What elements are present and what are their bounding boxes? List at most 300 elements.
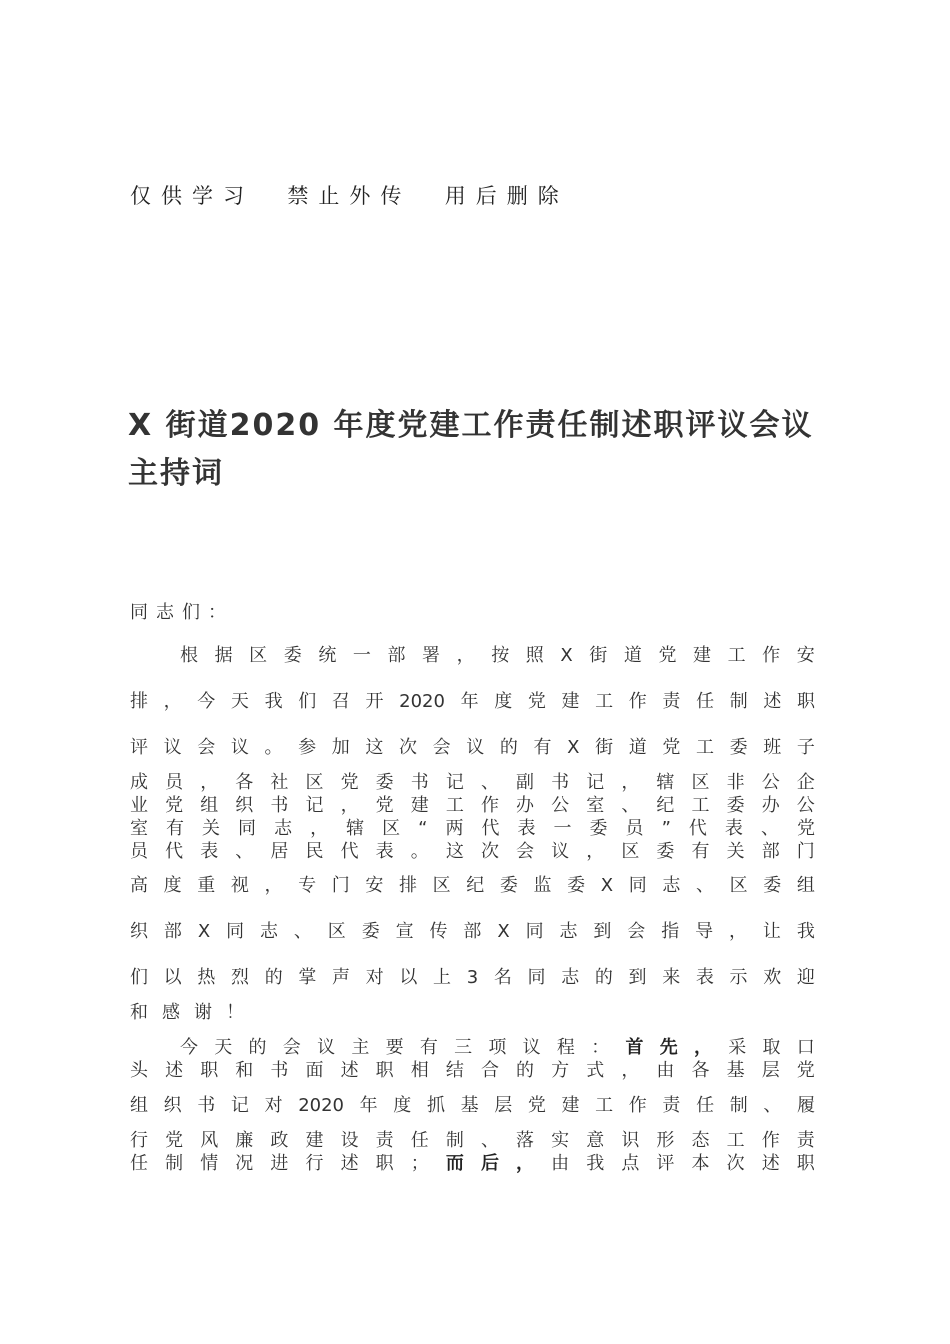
text-glyph: 召 (331, 691, 350, 712)
text-glyph: 年 (359, 1095, 378, 1116)
text-glyph: 相 (410, 1060, 429, 1081)
text-glyph: 书 (551, 772, 570, 793)
text-glyph: 风 (200, 1130, 219, 1151)
text-glyph: 行 (130, 1130, 148, 1151)
text-glyph: 议 (317, 1037, 336, 1058)
text-glyph: 责 (662, 691, 681, 712)
text-glyph: 有 (691, 841, 710, 862)
text-glyph: 职 (796, 1153, 815, 1174)
text-glyph: 织 (163, 1095, 182, 1116)
text-glyph: 辖 (346, 818, 365, 839)
text-glyph: 同 (527, 967, 546, 988)
text-glyph: 工 (445, 795, 464, 816)
text-glyph: 制 (445, 1130, 464, 1151)
text-glyph: 评 (656, 1153, 675, 1174)
text-glyph: 业 (130, 795, 148, 816)
text-glyph: 和 (235, 1060, 254, 1081)
text-glyph: 采 (728, 1037, 747, 1058)
text-glyph: 况 (235, 1153, 254, 1174)
text-glyph: 建 (561, 691, 580, 712)
text-glyph: 声 (332, 967, 351, 988)
text-glyph: 关 (202, 818, 221, 839)
text-glyph: 这 (365, 737, 384, 758)
text-glyph: 2020 (298, 1095, 345, 1116)
text-glyph: 设 (340, 1130, 359, 1151)
text-glyph: 来 (662, 967, 681, 988)
text-glyph: 党 (658, 645, 677, 666)
para1-line-8 (130, 874, 815, 898)
text-glyph: 首 (625, 1037, 644, 1058)
text-glyph: 指 (661, 921, 680, 942)
text-glyph: ， (693, 1037, 712, 1058)
text-glyph: 记 (230, 1095, 249, 1116)
text-glyph: 形 (656, 1130, 675, 1151)
text-glyph: 职 (375, 1153, 394, 1174)
text-glyph: 的 (264, 967, 283, 988)
text-glyph: 有 (166, 818, 185, 839)
text-glyph: 三 (454, 1037, 473, 1058)
text-glyph: 3 (466, 967, 479, 988)
text-glyph: 各 (235, 772, 254, 793)
text-glyph: 公 (796, 795, 815, 816)
text-glyph: 取 (762, 1037, 781, 1058)
text-glyph: 同 (238, 818, 257, 839)
text-glyph: 头 (130, 1060, 148, 1081)
text-glyph: 办 (516, 795, 535, 816)
text-glyph: 道 (623, 645, 642, 666)
text-glyph: 以 (163, 967, 182, 988)
text-glyph: “ (418, 818, 428, 839)
text-glyph: 排 (399, 875, 417, 896)
text-glyph: 参 (298, 737, 317, 758)
text-glyph: 据 (214, 645, 233, 666)
text-glyph: 、 (480, 1130, 499, 1151)
text-glyph: 到 (593, 921, 612, 942)
para1-line-11: 和感谢！ (130, 1002, 258, 1023)
text-glyph: 度 (163, 875, 182, 896)
text-glyph: 示 (729, 967, 748, 988)
text-glyph: 面 (305, 1060, 324, 1081)
text-glyph: 建 (410, 795, 429, 816)
text-glyph: 区 (621, 841, 640, 862)
text-glyph: 任 (130, 1153, 148, 1174)
text-glyph: 署 (422, 645, 441, 666)
text-glyph: 名 (493, 967, 512, 988)
para1-line-9 (130, 920, 815, 944)
text-glyph: 天 (214, 1037, 233, 1058)
para1-line-10 (130, 966, 815, 990)
text-glyph: 作 (628, 691, 647, 712)
text-glyph: 员 (165, 772, 184, 793)
text-glyph: 、 (695, 875, 714, 896)
text-glyph: 委 (726, 795, 745, 816)
text-glyph: 到 (628, 967, 647, 988)
text-glyph: 传 (429, 921, 448, 942)
text-glyph: 度 (393, 1095, 412, 1116)
text-glyph: 2020 (399, 691, 445, 712)
text-glyph: 高 (130, 875, 148, 896)
text-glyph: 制 (165, 1153, 184, 1174)
text-glyph: 工 (727, 645, 746, 666)
text-glyph: 委 (499, 875, 518, 896)
text-glyph: 合 (480, 1060, 499, 1081)
text-glyph: 结 (445, 1060, 464, 1081)
text-glyph: 由 (656, 1060, 675, 1081)
text-glyph: 次 (480, 841, 499, 862)
text-glyph: 成 (130, 772, 148, 793)
text-glyph: 加 (331, 737, 350, 758)
text-glyph: 年 (460, 691, 479, 712)
text-glyph: 会 (627, 921, 646, 942)
text-glyph: 工 (595, 691, 614, 712)
para2-line-5 (130, 1152, 815, 1176)
text-glyph: 情 (200, 1153, 219, 1174)
text-glyph: 作 (480, 795, 499, 816)
text-glyph: 统 (318, 645, 337, 666)
text-glyph: 表 (200, 841, 219, 862)
text-glyph: 代 (688, 818, 707, 839)
text-glyph: X (600, 875, 614, 896)
text-glyph: 重 (197, 875, 216, 896)
text-glyph: 监 (533, 875, 552, 896)
text-glyph: X (560, 645, 573, 666)
salutation: 同志们： (130, 602, 234, 623)
para1-line-3 (130, 736, 815, 760)
text-glyph: 工 (726, 1130, 745, 1151)
text-glyph: 副 (516, 772, 535, 793)
text-glyph: 实 (551, 1130, 570, 1151)
text-glyph: 记 (586, 772, 605, 793)
text-glyph: 烈 (231, 967, 250, 988)
text-glyph: 行 (305, 1153, 324, 1174)
text-glyph: 制 (729, 691, 748, 712)
text-glyph: 班 (763, 737, 782, 758)
text-glyph: 落 (516, 1130, 535, 1151)
text-glyph: 。 (264, 737, 283, 758)
text-glyph: 天 (230, 691, 249, 712)
text-glyph: ， (621, 1060, 640, 1081)
text-glyph: 委 (283, 645, 302, 666)
text-glyph: 对 (365, 967, 384, 988)
text-glyph: X (197, 921, 211, 942)
text-glyph: 对 (264, 1095, 283, 1116)
text-glyph: 口 (796, 1037, 815, 1058)
text-glyph: 区 (729, 875, 748, 896)
text-glyph: 由 (551, 1153, 570, 1174)
text-glyph: 室 (586, 795, 605, 816)
text-glyph: 同 (226, 921, 245, 942)
text-glyph: 书 (270, 1060, 289, 1081)
text-glyph: 书 (270, 795, 289, 816)
text-glyph: 进 (270, 1153, 289, 1174)
text-glyph: 基 (460, 1095, 479, 1116)
text-glyph: 责 (375, 1130, 394, 1151)
text-glyph: 党 (796, 818, 815, 839)
para2-line-4 (130, 1129, 815, 1153)
text-glyph: 热 (197, 967, 216, 988)
text-glyph: 述 (763, 691, 782, 712)
text-glyph: 同 (628, 875, 647, 896)
text-glyph: 任 (696, 1095, 715, 1116)
text-glyph: 次 (399, 737, 417, 758)
text-glyph: 安 (796, 645, 815, 666)
text-glyph: 后 (480, 1153, 499, 1174)
text-glyph: 公 (761, 772, 780, 793)
text-glyph: 党 (165, 795, 184, 816)
text-glyph: 建 (561, 1095, 580, 1116)
text-glyph: ： (591, 1037, 610, 1058)
text-glyph: 。 (410, 841, 429, 862)
text-glyph: 责 (662, 1095, 681, 1116)
text-glyph: 意 (586, 1130, 605, 1151)
document-title (128, 402, 828, 498)
text-glyph: 公 (551, 795, 570, 816)
text-glyph: 工 (595, 1095, 614, 1116)
text-glyph: ， (264, 875, 283, 896)
text-glyph: 作 (761, 1130, 780, 1151)
text-glyph: 议 (551, 841, 570, 862)
text-glyph: 工 (691, 795, 710, 816)
text-glyph: 次 (726, 1153, 745, 1174)
text-glyph: 评 (130, 737, 148, 758)
text-glyph: ， (456, 645, 475, 666)
text-glyph: 志 (662, 875, 681, 896)
text-glyph: 有 (533, 737, 552, 758)
text-glyph: 任 (410, 1130, 429, 1151)
text-glyph: 表 (375, 841, 394, 862)
text-glyph: ， (200, 772, 219, 793)
text-glyph: 员 (130, 841, 148, 862)
text-glyph: 方 (551, 1060, 570, 1081)
text-glyph: 本 (691, 1153, 710, 1174)
text-glyph: 书 (197, 1095, 216, 1116)
text-glyph: 组 (200, 795, 219, 816)
para1-line-6 (130, 817, 815, 841)
para2-line-2 (130, 1059, 815, 1083)
text-glyph: 、 (480, 772, 499, 793)
text-glyph: 门 (331, 875, 350, 896)
text-glyph: 织 (235, 795, 254, 816)
text-glyph: ， (729, 921, 747, 942)
text-glyph: 党 (527, 691, 546, 712)
text-glyph: ， (586, 841, 605, 862)
text-glyph: 导 (695, 921, 714, 942)
text-glyph: 迎 (796, 967, 815, 988)
text-glyph: ， (310, 818, 329, 839)
text-glyph: 今 (180, 1037, 198, 1058)
text-glyph: ” (661, 818, 671, 839)
text-glyph: 代 (165, 841, 184, 862)
text-glyph: 道 (628, 737, 647, 758)
text-glyph: X (567, 737, 580, 758)
text-glyph: 区 (382, 818, 401, 839)
text-glyph: 委 (656, 841, 675, 862)
text-glyph: 委 (589, 818, 608, 839)
text-glyph: 要 (385, 1037, 404, 1058)
text-glyph: 视 (230, 875, 249, 896)
text-glyph: 部 (761, 841, 780, 862)
text-glyph: 作 (628, 1095, 647, 1116)
text-glyph: 区 (327, 921, 346, 942)
text-glyph: 、 (763, 1095, 782, 1116)
text-glyph: 专 (298, 875, 317, 896)
para1-line-2 (130, 690, 815, 714)
text-glyph: 表 (695, 967, 714, 988)
text-glyph: 室 (130, 818, 148, 839)
text-glyph: 企 (796, 772, 815, 793)
text-glyph: 议 (230, 737, 249, 758)
text-glyph: 、 (235, 841, 254, 862)
text-glyph: 党 (662, 737, 681, 758)
text-glyph: 以 (399, 967, 418, 988)
para2-line-1 (180, 1036, 815, 1060)
text-glyph: 区 (691, 772, 710, 793)
para1-line-1 (180, 644, 815, 668)
text-glyph: 一 (352, 645, 371, 666)
text-glyph: 两 (445, 818, 464, 839)
text-glyph: 门 (796, 841, 815, 862)
text-glyph: 开 (365, 691, 384, 712)
text-glyph: 欢 (763, 967, 782, 988)
text-glyph: 区 (249, 645, 268, 666)
para1-line-5 (130, 794, 815, 818)
text-glyph: 党 (796, 1060, 815, 1081)
text-glyph: 街 (589, 645, 608, 666)
text-glyph: 们 (130, 967, 148, 988)
text-glyph: 党 (375, 795, 394, 816)
text-glyph: 志 (274, 818, 293, 839)
text-glyph: 们 (298, 691, 317, 712)
text-glyph: 制 (729, 1095, 748, 1116)
text-glyph: 区 (432, 875, 451, 896)
text-glyph: 党 (340, 772, 359, 793)
text-glyph: 度 (494, 691, 513, 712)
text-glyph: 、 (293, 921, 312, 942)
text-glyph: 部 (163, 921, 182, 942)
text-glyph: 代 (340, 841, 359, 862)
text-glyph: 各 (691, 1060, 710, 1081)
text-glyph: 记 (445, 772, 464, 793)
text-glyph: 一 (553, 818, 572, 839)
text-glyph: 任 (696, 691, 715, 712)
text-glyph: 建 (693, 645, 712, 666)
text-glyph: 会 (516, 841, 535, 862)
text-glyph: 主 (351, 1037, 370, 1058)
text-glyph: 纪 (656, 795, 675, 816)
text-glyph: 表 (724, 818, 743, 839)
title-line-2: 主持词 (128, 456, 224, 491)
text-glyph: 让 (762, 921, 781, 942)
text-glyph: 的 (248, 1037, 267, 1058)
text-glyph: 志 (561, 967, 580, 988)
text-glyph: 宣 (395, 921, 414, 942)
text-glyph: 员 (625, 818, 644, 839)
text-glyph: 、 (621, 795, 640, 816)
text-glyph: 层 (761, 1060, 780, 1081)
text-glyph: 项 (488, 1037, 507, 1058)
text-glyph: 态 (691, 1130, 710, 1151)
text-glyph: 委 (729, 737, 748, 758)
text-glyph: 点 (621, 1153, 640, 1174)
text-glyph: 按 (491, 645, 510, 666)
text-glyph: 安 (365, 875, 384, 896)
text-glyph: 辖 (656, 772, 675, 793)
text-glyph: 部 (463, 921, 482, 942)
text-glyph: 办 (761, 795, 780, 816)
text-glyph: 会 (432, 737, 451, 758)
text-glyph: 组 (796, 875, 815, 896)
text-glyph: 而 (445, 1153, 464, 1174)
text-glyph: ， (340, 795, 359, 816)
text-glyph: 的 (499, 737, 518, 758)
text-glyph: 会 (197, 737, 216, 758)
text-glyph: 记 (305, 795, 324, 816)
text-glyph: 、 (760, 818, 779, 839)
text-glyph: 履 (796, 1095, 815, 1116)
text-glyph: 组 (130, 1095, 148, 1116)
text-glyph: 先 (659, 1037, 678, 1058)
text-glyph: 志 (559, 921, 578, 942)
text-glyph: 今 (197, 691, 216, 712)
text-glyph: 式 (586, 1060, 605, 1081)
text-glyph: 述 (761, 1153, 780, 1174)
text-glyph: 志 (259, 921, 278, 942)
text-glyph: 掌 (298, 967, 317, 988)
text-glyph: 社 (270, 772, 289, 793)
text-glyph: 织 (130, 921, 148, 942)
text-glyph: 议 (466, 737, 485, 758)
text-glyph: 委 (361, 921, 380, 942)
text-glyph: 建 (305, 1130, 324, 1151)
text-glyph: 同 (525, 921, 544, 942)
text-glyph: 述 (340, 1153, 359, 1174)
text-glyph: 的 (594, 967, 613, 988)
para1-line-4 (130, 771, 815, 795)
text-glyph: 基 (726, 1060, 745, 1081)
text-glyph: 子 (796, 737, 815, 758)
title-line-1: X 街道2020 年度党建工作责任制述职评议会议 (128, 408, 814, 443)
text-glyph: 街 (595, 737, 614, 758)
text-glyph: 职 (200, 1060, 219, 1081)
text-glyph: 居 (270, 841, 289, 862)
text-glyph: 照 (525, 645, 544, 666)
text-glyph: 非 (726, 772, 745, 793)
text-glyph: ， (516, 1153, 535, 1174)
text-glyph: ； (410, 1153, 429, 1174)
para1-line-7 (130, 840, 815, 864)
text-glyph: 排 (130, 691, 148, 712)
text-glyph: 层 (494, 1095, 513, 1116)
text-glyph: 上 (433, 967, 452, 988)
text-glyph: 作 (762, 645, 781, 666)
text-glyph: 区 (305, 772, 324, 793)
text-glyph: 职 (375, 1060, 394, 1081)
text-glyph: 关 (726, 841, 745, 862)
text-glyph: X (497, 921, 510, 942)
text-glyph: 委 (567, 875, 586, 896)
text-glyph: 纪 (466, 875, 485, 896)
text-glyph: 议 (522, 1037, 541, 1058)
text-glyph: 述 (340, 1060, 359, 1081)
text-glyph: 党 (165, 1130, 184, 1151)
text-glyph: 廉 (235, 1130, 254, 1151)
text-glyph: 委 (763, 875, 782, 896)
text-glyph: 书 (410, 772, 429, 793)
text-glyph: 我 (586, 1153, 605, 1174)
text-glyph: 表 (517, 818, 536, 839)
text-glyph: ， (621, 772, 640, 793)
notice-text: 仅供学习 禁止外传 用后删除 (130, 184, 569, 208)
